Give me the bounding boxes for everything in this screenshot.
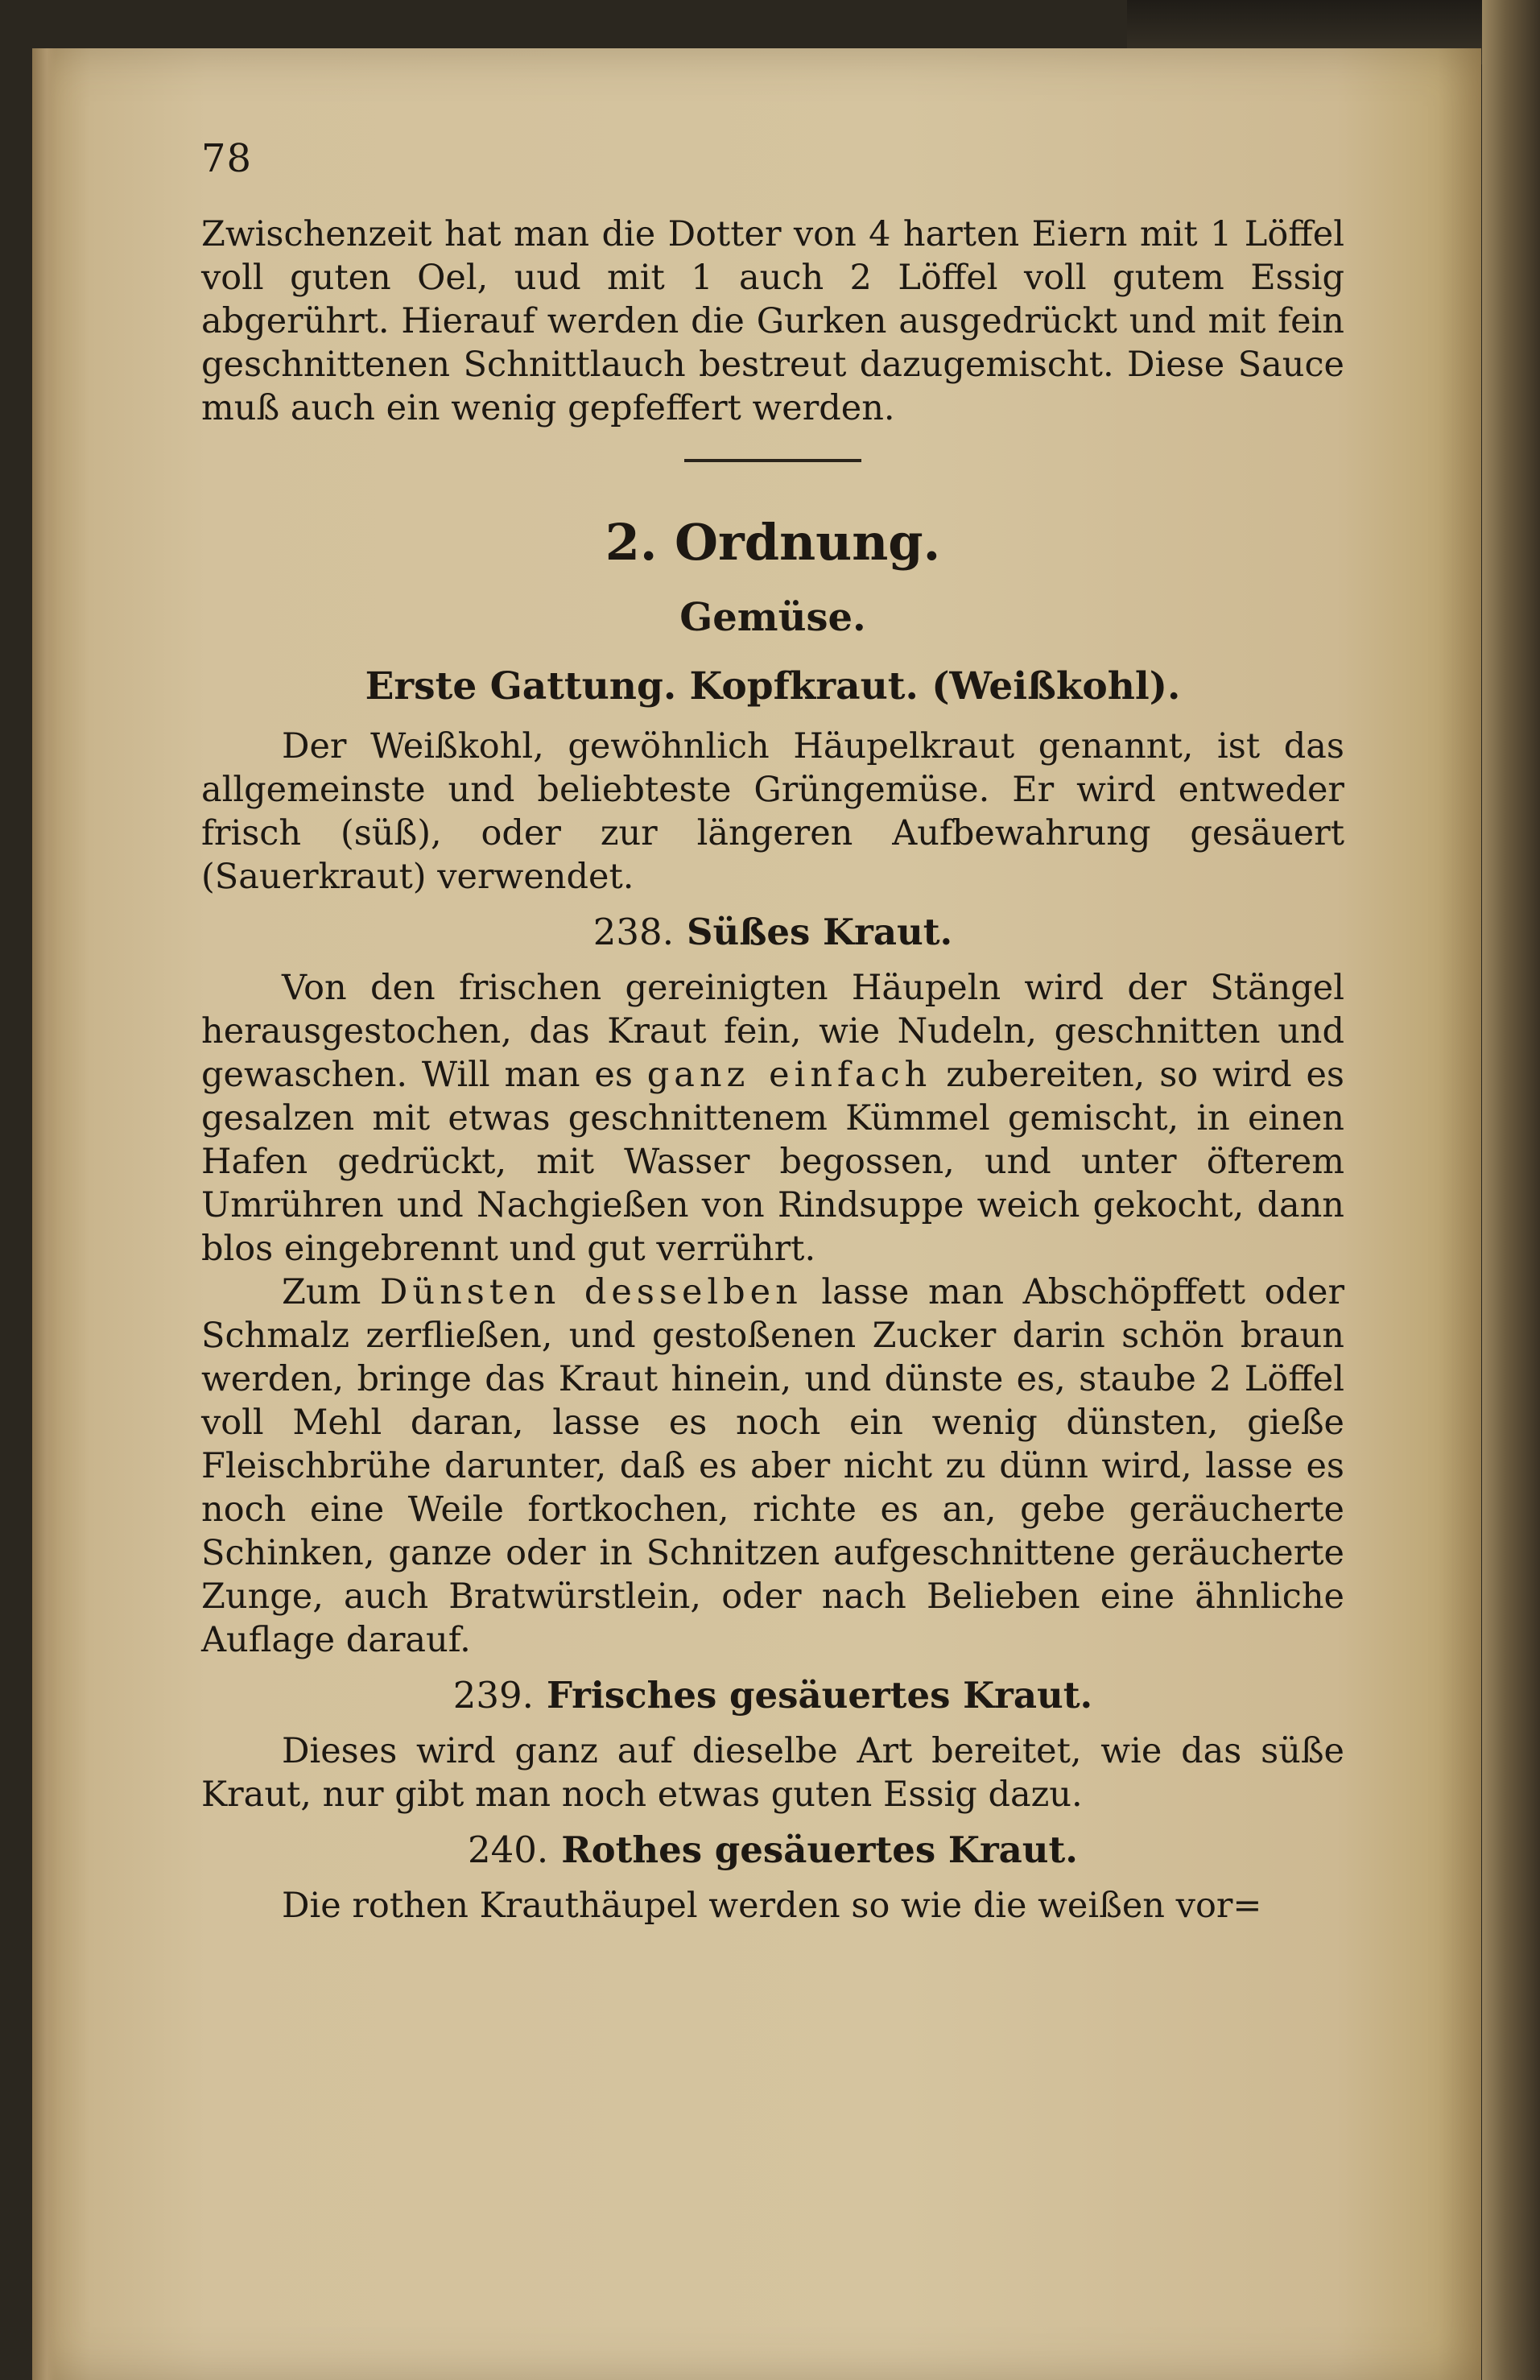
recipe-240-paragraph: Die rothen Krauthäupel werden so wie die weißen vor= — [282, 1886, 1262, 1926]
text-segment: lasse man Abschöpffett oder Schmalz zerfließen, und gestoßenen Zucker darin schön braun werden, bringe das Kraut hinein, und dünste es, staube 2 Löffel voll Mehl daran, lasse es noch ein wenig dünsten, gieße Fleischbrühe darunter, daß es aber nicht zu dünn wird, lasse es noch eine Weile fortkochen, richte es an, gebe geräucherte Schinken, ganze oder in Schnitzen aufgeschnittene geräucherte Zunge, auch Bratwürstlein, oder nach Belieben eine ähnliche Auflage darauf. — [201, 1272, 1344, 1660]
recipe-number: 239. — [452, 1674, 534, 1717]
recipe-title: Frisches gesäuertes Kraut. — [546, 1674, 1093, 1717]
subsection-intro-paragraph: Der Weißkohl, gewöhnlich Häupelkraut genannt, ist das allgemeinste und beliebteste Grüngemüse. Er wird entweder frisch (süß), oder zur längeren Aufbewahrung gesäuert (Sauerkraut) verwendet. — [201, 726, 1344, 897]
recipe-238-paragraph-1 — [201, 966, 1344, 1271]
section-divider — [684, 459, 861, 462]
recipe-number: 240. — [468, 1828, 549, 1871]
recipe-heading-240 — [201, 1824, 1344, 1876]
subsection-heading: Erste Gattung. Kopfkraut. (Weißkohl). — [365, 664, 1181, 709]
page-gutter-shadow — [32, 48, 56, 2380]
emphasized-text: ganz einfach — [646, 1055, 932, 1095]
page-number: 78 — [201, 136, 253, 181]
recipe-heading-239 — [201, 1670, 1344, 1721]
emphasized-text: Dünsten desselben — [379, 1272, 803, 1312]
text-segment: zubereiten, so wird es gesalzen mit etwas geschnittenem Kümmel gemischt, in einen Hafen gedrückt, mit Wasser begossen, und unter öfterem Umrühren und Nachgießen von Rindsuppe weich gekocht, dann blos eingebrennt und gut verrührt. — [201, 1055, 1344, 1269]
book-edge-strip — [1482, 0, 1540, 2380]
intro-paragraph: Zwischenzeit hat man die Dotter von 4 harten Eiern mit 1 Löffel voll guten Oel, uud mit 1 auch 2 Löffel voll gutem Essig abgerührt. Hierauf werden die Gurken ausgedrückt und mit fein geschnittenen Schnittlauch bestreut dazugemischt. Diese Sauce muß auch ein wenig gepfeffert werden. — [201, 214, 1344, 428]
recipe-238-paragraph-2 — [201, 1271, 1344, 1662]
recipe-title: Süßes Kraut. — [687, 911, 953, 953]
recipe-number: 238. — [592, 911, 674, 953]
order-heading: 2. Ordnung. — [605, 513, 941, 572]
page-content — [201, 137, 1344, 1928]
text-segment: Von den frischen gereinigten Häupeln wird der Stängel herausgestochen, das Kraut fein, wie Nudeln, geschnitten und gewaschen. Will man es — [201, 968, 1344, 1095]
text-segment: Zum — [282, 1272, 380, 1312]
recipe-title: Rothes gesäuertes Kraut. — [561, 1828, 1078, 1871]
recipe-239-paragraph: Dieses wird ganz auf dieselbe Art bereitet, wie das süße Kraut, nur gibt man noch etwas guten Essig dazu. — [201, 1731, 1344, 1815]
recipe-heading-238 — [201, 907, 1344, 958]
section-heading: Gemüse. — [679, 595, 866, 640]
